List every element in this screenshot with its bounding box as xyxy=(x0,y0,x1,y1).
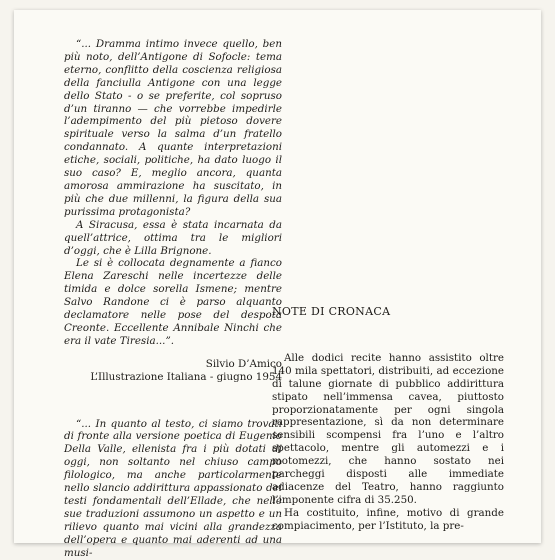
quote-paragraph-3: Le si è collocata degnamente a fianco Elena Zareschi nelle incertezze delle timida e dolce sorella Ismene; mentre Salvo Randone ci è parso alquanto declamatore nelle pose del despota Creonte. Eccellente Annibale Ninchi che era il vate Tiresia...”. xyxy=(64,257,282,347)
quote-author: Silvio D’Amico xyxy=(205,357,282,370)
quote-paragraph-2: A Siracusa, essa è stata incarnata da quell’attrice, ottima tra le migliori d’oggi, che è Lilla Brignone. xyxy=(64,218,282,257)
section-heading: NOTE DI CRONACA xyxy=(272,305,391,318)
cronaca-paragraph-1: Alle dodici recite hanno assistito oltre 140 mila spettatori, distribuiti, ad eccezione di talune giornate di pubblico addirittura stipato nell’immensa cavea, piuttosto proporzionatamente per ogni singola rappresentazione, sì da non determinare sensibili scompensi fra l’uno e l’altro spettacolo, mentre gli automezzi e i motomezzi, che hanno sostato nei parcheggi disposti alle immediate adiacenze del Teatro, hanno raggiunto l’imponente cifra di 35.250. xyxy=(272,351,504,506)
quote-source: L’Illustrazione Italiana - giugno 1954 xyxy=(90,370,282,383)
document-page xyxy=(14,10,541,559)
left-column xyxy=(64,38,282,560)
quote-paragraph-1: “... Dramma intimo invece quello, ben più noto, dell’Antigone di Sofocle: tema eterno, conflitto della coscienza religiosa della fanciulla Antigone con una legge dello Stato - o se preferite, col sopruso d’un tiranno — che vorrebbe impedirle l’adempimento del più pietoso dovere spirituale verso la salma d’un fratello condannato. A quante interpretazioni etiche, sociali, politiche, ha dato luogo il suo caso? E, meglio ancora, quanta amorosa ammirazione ha suscitato, in più che due millenni, la figura della sua purissima protagonista? xyxy=(64,38,282,218)
quote-2-paragraph: “... In quanto al testo, ci siamo trovati di fronte alla versione poetica di Eugenio Della Valle, ellenista fra i più dotati di oggi, non soltanto nel chiuso campo filologico, ma anche particolarmente nello slancio addirittura appassionato dei testi fondamentali dell’Ellade, che nelle sue traduzioni assumono un aspetto e un rilievo quanto mai vicini alla grandezza dell’opera e quanto mai aderenti ad una musi- xyxy=(64,417,282,559)
right-column xyxy=(272,306,504,533)
cronaca-paragraph-2: Ha costituito, infine, motivo di grande compiacimento, per l’Istituto, la pre- xyxy=(272,506,504,532)
